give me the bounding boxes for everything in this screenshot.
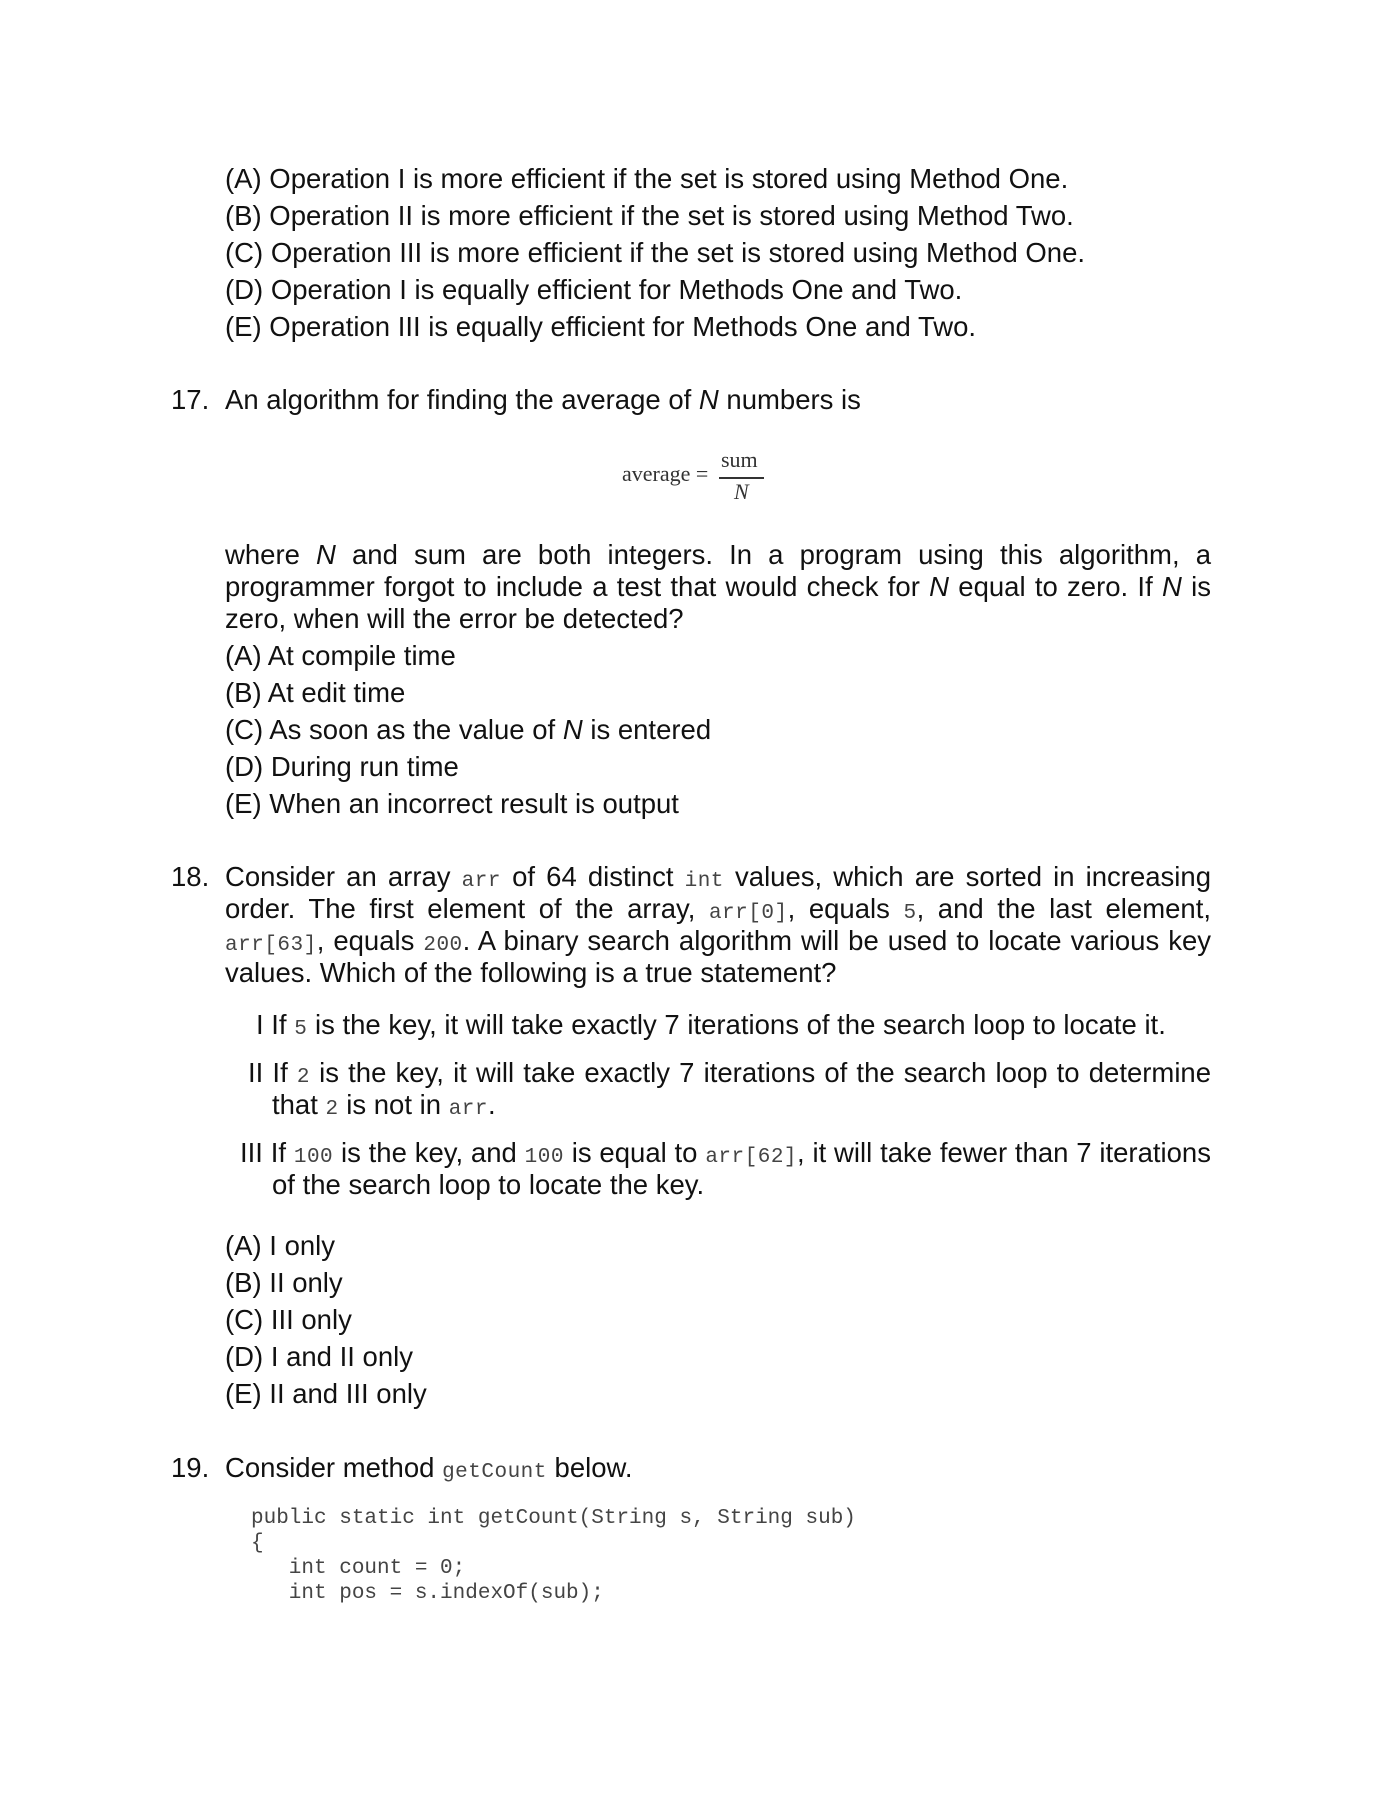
statement-3-line-2: of the search loop to locate the key. xyxy=(272,1169,705,1200)
q18-line-2: order. The first element of the array, arr[0], equals 5, and the last element, xyxy=(225,893,1211,925)
q16-option-d: (D) Operation I is equally efficient for Methods One and Two. xyxy=(225,274,963,305)
statement-1: I If 5 is the key, it will take exactly 7 iterations of the search loop to locate it. xyxy=(256,1009,1166,1041)
q18-line-4: values. Which of the following is a true statement? xyxy=(225,957,837,988)
code-line: { xyxy=(251,1532,264,1555)
q18-option-d: (D) I and II only xyxy=(225,1341,413,1372)
q18-option-e: (E) II and III only xyxy=(225,1378,427,1409)
q18-option-c: (C) III only xyxy=(225,1304,352,1335)
q18-option-a: (A) I only xyxy=(225,1230,336,1261)
q17-option-c: (C) As soon as the value of N is entered xyxy=(225,714,712,745)
formula-lhs: average = xyxy=(622,461,709,486)
q16-option-c: (C) Operation III is more efficient if the set is stored using Method One. xyxy=(225,237,1086,268)
statement-2-line-1: II If 2 is the key, it will take exactly 7 iterations of the search loop to determine xyxy=(248,1057,1212,1089)
q17-para-line-1: where N and sum are both integers. In a program using this algorithm, a xyxy=(225,539,1211,570)
q18-number: 18. xyxy=(171,861,210,892)
q19-number: 19. xyxy=(171,1452,210,1483)
q17-option-e: (E) When an incorrect result is output xyxy=(225,788,679,819)
formula-denominator: N xyxy=(734,479,749,504)
q17-stem: An algorithm for finding the average of N numbers is xyxy=(225,384,861,415)
q17-number: 17. xyxy=(171,384,210,415)
formula-numerator: sum xyxy=(721,447,758,472)
q16-option-e: (E) Operation III is equally efficient for Methods One and Two. xyxy=(225,311,977,342)
statement-2-line-2: that 2 is not in arr. xyxy=(272,1089,496,1121)
q19-stem: Consider method getCount below. xyxy=(225,1452,633,1484)
q17-option-b: (B) At edit time xyxy=(225,677,406,708)
q16-option-b: (B) Operation II is more efficient if the set is stored using Method Two. xyxy=(225,200,1074,231)
q17-para-line-3: zero, when will the error be detected? xyxy=(225,603,684,634)
q17-para-line-2: programmer forgot to include a test that would check for N equal to zero. If N is xyxy=(225,571,1212,602)
statement-3-line-1: III If 100 is the key, and 100 is equal to arr[62], it will take fewer than 7 iterations xyxy=(240,1137,1211,1169)
q16-option-a: (A) Operation I is more efficient if the set is stored using Method One. xyxy=(225,163,1069,194)
q17-option-a: (A) At compile time xyxy=(225,640,456,671)
code-line: int count = 0; xyxy=(251,1557,466,1580)
code-line: public static int getCount(String s, String sub) xyxy=(251,1507,856,1530)
q17-option-d: (D) During run time xyxy=(225,751,459,782)
q18-line-1: Consider an array arr of 64 distinct int values, which are sorted in increasing xyxy=(225,861,1212,893)
q18-option-b: (B) II only xyxy=(225,1267,343,1298)
code-line: int pos = s.indexOf(sub); xyxy=(251,1582,604,1605)
q18-line-3: arr[63], equals 200. A binary search algorithm will be used to locate various key xyxy=(225,925,1211,957)
